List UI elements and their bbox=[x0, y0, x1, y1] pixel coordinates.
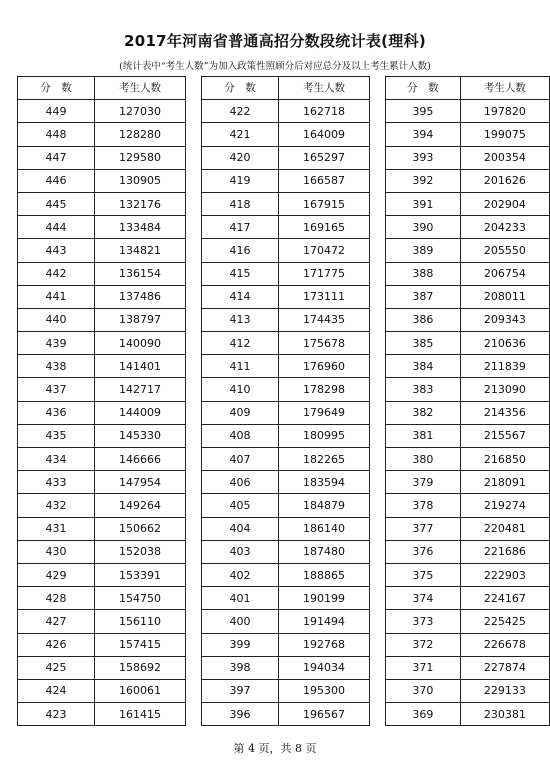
table-row bbox=[386, 587, 550, 610]
table-row bbox=[18, 239, 186, 262]
table-row bbox=[202, 633, 370, 656]
count-cell: 171775 bbox=[279, 262, 370, 285]
count-cell: 229133 bbox=[460, 679, 549, 702]
count-cell: 138797 bbox=[95, 308, 186, 331]
count-cell: 211839 bbox=[460, 355, 549, 378]
table-row bbox=[386, 679, 550, 702]
score-cell: 445 bbox=[18, 192, 95, 215]
score-cell: 441 bbox=[18, 285, 95, 308]
score-cell: 386 bbox=[386, 308, 461, 331]
count-cell: 197820 bbox=[460, 100, 549, 123]
count-cell: 184879 bbox=[279, 494, 370, 517]
score-cell: 427 bbox=[18, 610, 95, 633]
page-title: 2017年河南省普通高招分数段统计表(理科) bbox=[123, 32, 427, 50]
count-cell: 214356 bbox=[460, 401, 549, 424]
table-row bbox=[18, 378, 186, 401]
score-table-3 bbox=[385, 76, 550, 726]
count-cell: 186140 bbox=[279, 517, 370, 540]
count-cell: 224167 bbox=[460, 587, 549, 610]
table-row bbox=[386, 123, 550, 146]
count-cell: 144009 bbox=[95, 401, 186, 424]
table-row bbox=[386, 424, 550, 447]
table-note: (统计表中“考生人数”为加入政策性照顾分后对应总分及以上考生累计人数) bbox=[119, 61, 431, 72]
table-row bbox=[18, 332, 186, 355]
table-row bbox=[386, 471, 550, 494]
count-cell: 196567 bbox=[279, 703, 370, 726]
table-row bbox=[18, 563, 186, 586]
score-cell: 384 bbox=[386, 355, 461, 378]
table-header-row bbox=[18, 77, 186, 100]
table-row bbox=[386, 100, 550, 123]
count-cell: 164009 bbox=[279, 123, 370, 146]
table-row bbox=[202, 239, 370, 262]
count-cell: 170472 bbox=[279, 239, 370, 262]
table-row bbox=[386, 703, 550, 726]
score-cell: 392 bbox=[386, 169, 461, 192]
score-cell: 383 bbox=[386, 378, 461, 401]
count-cell: 169165 bbox=[279, 216, 370, 239]
count-cell: 161415 bbox=[95, 703, 186, 726]
count-cell: 213090 bbox=[460, 378, 549, 401]
count-cell: 136154 bbox=[95, 262, 186, 285]
count-cell: 220481 bbox=[460, 517, 549, 540]
count-cell: 205550 bbox=[460, 239, 549, 262]
score-cell: 376 bbox=[386, 540, 461, 563]
table-row bbox=[386, 216, 550, 239]
score-cell: 439 bbox=[18, 332, 95, 355]
score-cell: 442 bbox=[18, 262, 95, 285]
score-cell: 404 bbox=[202, 517, 279, 540]
table-row bbox=[386, 540, 550, 563]
score-cell: 370 bbox=[386, 679, 461, 702]
table-row bbox=[202, 378, 370, 401]
score-cell: 373 bbox=[386, 610, 461, 633]
table-row bbox=[18, 448, 186, 471]
score-cell: 369 bbox=[386, 703, 461, 726]
score-cell: 426 bbox=[18, 633, 95, 656]
score-cell: 420 bbox=[202, 146, 279, 169]
table-row bbox=[386, 610, 550, 633]
count-cell: 187480 bbox=[279, 540, 370, 563]
count-cell: 134821 bbox=[95, 239, 186, 262]
count-cell: 153391 bbox=[95, 563, 186, 586]
page-footer: 第 4 页，共 8 页 bbox=[233, 742, 317, 755]
score-cell: 401 bbox=[202, 587, 279, 610]
score-cell: 436 bbox=[18, 401, 95, 424]
count-header: 考生人数 bbox=[279, 77, 370, 100]
score-cell: 387 bbox=[386, 285, 461, 308]
count-cell: 141401 bbox=[95, 355, 186, 378]
score-cell: 402 bbox=[202, 563, 279, 586]
table-row bbox=[18, 587, 186, 610]
count-cell: 178298 bbox=[279, 378, 370, 401]
table-row bbox=[386, 146, 550, 169]
score-cell: 407 bbox=[202, 448, 279, 471]
count-cell: 129580 bbox=[95, 146, 186, 169]
score-cell: 372 bbox=[386, 633, 461, 656]
table-row bbox=[18, 262, 186, 285]
score-cell: 440 bbox=[18, 308, 95, 331]
table-row bbox=[18, 679, 186, 702]
count-cell: 140090 bbox=[95, 332, 186, 355]
count-cell: 209343 bbox=[460, 308, 549, 331]
score-cell: 378 bbox=[386, 494, 461, 517]
table-row bbox=[386, 633, 550, 656]
table-row bbox=[18, 494, 186, 517]
score-cell: 422 bbox=[202, 100, 279, 123]
score-cell: 444 bbox=[18, 216, 95, 239]
table-row bbox=[18, 633, 186, 656]
count-cell: 216850 bbox=[460, 448, 549, 471]
count-cell: 188865 bbox=[279, 563, 370, 586]
score-cell: 424 bbox=[18, 679, 95, 702]
count-cell: 127030 bbox=[95, 100, 186, 123]
score-cell: 400 bbox=[202, 610, 279, 633]
score-cell: 434 bbox=[18, 448, 95, 471]
score-cell: 408 bbox=[202, 424, 279, 447]
table-row bbox=[18, 703, 186, 726]
table-row bbox=[202, 540, 370, 563]
table-row bbox=[18, 610, 186, 633]
score-cell: 394 bbox=[386, 123, 461, 146]
score-cell: 446 bbox=[18, 169, 95, 192]
count-cell: 145330 bbox=[95, 424, 186, 447]
table-row bbox=[386, 656, 550, 679]
table-row bbox=[386, 355, 550, 378]
score-cell: 371 bbox=[386, 656, 461, 679]
score-cell: 390 bbox=[386, 216, 461, 239]
table-row bbox=[18, 192, 186, 215]
table-row bbox=[386, 285, 550, 308]
table-row bbox=[18, 540, 186, 563]
table-row bbox=[18, 123, 186, 146]
table-header-row bbox=[202, 77, 370, 100]
count-cell: 173111 bbox=[279, 285, 370, 308]
score-cell: 432 bbox=[18, 494, 95, 517]
score-cell: 448 bbox=[18, 123, 95, 146]
count-header: 考生人数 bbox=[460, 77, 549, 100]
table-row bbox=[386, 401, 550, 424]
count-cell: 137486 bbox=[95, 285, 186, 308]
count-cell: 222903 bbox=[460, 563, 549, 586]
count-cell: 218091 bbox=[460, 471, 549, 494]
table-row bbox=[18, 216, 186, 239]
score-cell: 397 bbox=[202, 679, 279, 702]
table-row bbox=[18, 308, 186, 331]
table-row bbox=[202, 216, 370, 239]
count-cell: 154750 bbox=[95, 587, 186, 610]
score-cell: 374 bbox=[386, 587, 461, 610]
score-cell: 414 bbox=[202, 285, 279, 308]
table-row bbox=[18, 146, 186, 169]
score-cell: 405 bbox=[202, 494, 279, 517]
score-header: 分 数 bbox=[202, 77, 279, 100]
score-cell: 410 bbox=[202, 378, 279, 401]
table-row bbox=[18, 517, 186, 540]
score-cell: 435 bbox=[18, 424, 95, 447]
count-cell: 166587 bbox=[279, 169, 370, 192]
score-cell: 398 bbox=[202, 656, 279, 679]
count-cell: 191494 bbox=[279, 610, 370, 633]
count-cell: 147954 bbox=[95, 471, 186, 494]
score-cell: 403 bbox=[202, 540, 279, 563]
score-cell: 389 bbox=[386, 239, 461, 262]
table-row bbox=[386, 332, 550, 355]
table-row bbox=[202, 146, 370, 169]
score-cell: 382 bbox=[386, 401, 461, 424]
count-cell: 210636 bbox=[460, 332, 549, 355]
score-cell: 379 bbox=[386, 471, 461, 494]
count-cell: 156110 bbox=[95, 610, 186, 633]
count-cell: 230381 bbox=[460, 703, 549, 726]
table-row bbox=[202, 100, 370, 123]
score-cell: 449 bbox=[18, 100, 95, 123]
table-row bbox=[386, 308, 550, 331]
score-cell: 375 bbox=[386, 563, 461, 586]
table-row bbox=[18, 471, 186, 494]
table-row bbox=[386, 563, 550, 586]
score-header: 分 数 bbox=[386, 77, 461, 100]
count-cell: 128280 bbox=[95, 123, 186, 146]
table-row bbox=[18, 169, 186, 192]
score-cell: 421 bbox=[202, 123, 279, 146]
count-cell: 221686 bbox=[460, 540, 549, 563]
score-cell: 425 bbox=[18, 656, 95, 679]
table-row bbox=[202, 656, 370, 679]
count-cell: 219274 bbox=[460, 494, 549, 517]
table-row bbox=[202, 308, 370, 331]
score-cell: 381 bbox=[386, 424, 461, 447]
table-row bbox=[386, 262, 550, 285]
score-cell: 443 bbox=[18, 239, 95, 262]
table-row bbox=[202, 517, 370, 540]
table-row bbox=[202, 471, 370, 494]
count-cell: 160061 bbox=[95, 679, 186, 702]
count-cell: 175678 bbox=[279, 332, 370, 355]
count-cell: 199075 bbox=[460, 123, 549, 146]
count-cell: 204233 bbox=[460, 216, 549, 239]
table-row bbox=[202, 610, 370, 633]
count-cell: 206754 bbox=[460, 262, 549, 285]
score-cell: 423 bbox=[18, 703, 95, 726]
table-row bbox=[18, 656, 186, 679]
count-cell: 165297 bbox=[279, 146, 370, 169]
count-cell: 142717 bbox=[95, 378, 186, 401]
count-cell: 182265 bbox=[279, 448, 370, 471]
count-cell: 152038 bbox=[95, 540, 186, 563]
table-row bbox=[386, 517, 550, 540]
score-cell: 447 bbox=[18, 146, 95, 169]
score-cell: 385 bbox=[386, 332, 461, 355]
score-cell: 406 bbox=[202, 471, 279, 494]
table-row bbox=[202, 355, 370, 378]
count-cell: 183594 bbox=[279, 471, 370, 494]
count-cell: 201626 bbox=[460, 169, 549, 192]
score-cell: 413 bbox=[202, 308, 279, 331]
score-cell: 395 bbox=[386, 100, 461, 123]
score-cell: 416 bbox=[202, 239, 279, 262]
score-cell: 380 bbox=[386, 448, 461, 471]
table-row bbox=[202, 679, 370, 702]
score-cell: 409 bbox=[202, 401, 279, 424]
score-cell: 428 bbox=[18, 587, 95, 610]
score-cell: 411 bbox=[202, 355, 279, 378]
table-row bbox=[202, 169, 370, 192]
score-cell: 417 bbox=[202, 216, 279, 239]
table-row bbox=[202, 192, 370, 215]
count-cell: 130905 bbox=[95, 169, 186, 192]
score-cell: 438 bbox=[18, 355, 95, 378]
table-header-row bbox=[386, 77, 550, 100]
count-cell: 149264 bbox=[95, 494, 186, 517]
count-header: 考生人数 bbox=[95, 77, 186, 100]
count-cell: 132176 bbox=[95, 192, 186, 215]
count-cell: 157415 bbox=[95, 633, 186, 656]
table-row bbox=[18, 285, 186, 308]
score-cell: 393 bbox=[386, 146, 461, 169]
score-cell: 431 bbox=[18, 517, 95, 540]
table-row bbox=[202, 262, 370, 285]
count-cell: 194034 bbox=[279, 656, 370, 679]
score-cell: 377 bbox=[386, 517, 461, 540]
score-cell: 437 bbox=[18, 378, 95, 401]
count-cell: 146666 bbox=[95, 448, 186, 471]
count-cell: 162718 bbox=[279, 100, 370, 123]
count-cell: 226678 bbox=[460, 633, 549, 656]
score-cell: 391 bbox=[386, 192, 461, 215]
score-cell: 429 bbox=[18, 563, 95, 586]
table-row bbox=[202, 401, 370, 424]
score-cell: 388 bbox=[386, 262, 461, 285]
count-cell: 174435 bbox=[279, 308, 370, 331]
count-cell: 190199 bbox=[279, 587, 370, 610]
count-cell: 200354 bbox=[460, 146, 549, 169]
table-row bbox=[386, 169, 550, 192]
score-cell: 419 bbox=[202, 169, 279, 192]
table-row bbox=[386, 192, 550, 215]
count-cell: 180995 bbox=[279, 424, 370, 447]
count-cell: 176960 bbox=[279, 355, 370, 378]
table-row bbox=[202, 448, 370, 471]
table-row bbox=[202, 587, 370, 610]
score-cell: 396 bbox=[202, 703, 279, 726]
table-row bbox=[202, 332, 370, 355]
score-table-1 bbox=[17, 76, 186, 726]
count-cell: 202904 bbox=[460, 192, 549, 215]
count-cell: 215567 bbox=[460, 424, 549, 447]
score-header: 分 数 bbox=[18, 77, 95, 100]
table-row bbox=[386, 448, 550, 471]
table-row bbox=[18, 401, 186, 424]
table-row bbox=[386, 494, 550, 517]
count-cell: 227874 bbox=[460, 656, 549, 679]
count-cell: 225425 bbox=[460, 610, 549, 633]
table-row bbox=[202, 494, 370, 517]
score-cell: 418 bbox=[202, 192, 279, 215]
score-cell: 415 bbox=[202, 262, 279, 285]
table-row bbox=[202, 123, 370, 146]
table-row bbox=[18, 100, 186, 123]
count-cell: 133484 bbox=[95, 216, 186, 239]
table-row bbox=[18, 424, 186, 447]
table-row bbox=[202, 285, 370, 308]
table-row bbox=[18, 355, 186, 378]
table-row bbox=[202, 424, 370, 447]
count-cell: 195300 bbox=[279, 679, 370, 702]
score-cell: 399 bbox=[202, 633, 279, 656]
count-cell: 179649 bbox=[279, 401, 370, 424]
count-cell: 192768 bbox=[279, 633, 370, 656]
score-table-2 bbox=[201, 76, 370, 726]
table-row bbox=[386, 239, 550, 262]
score-cell: 433 bbox=[18, 471, 95, 494]
table-row bbox=[202, 703, 370, 726]
table-row bbox=[386, 378, 550, 401]
table-row bbox=[202, 563, 370, 586]
score-cell: 430 bbox=[18, 540, 95, 563]
score-cell: 412 bbox=[202, 332, 279, 355]
count-cell: 167915 bbox=[279, 192, 370, 215]
count-cell: 208011 bbox=[460, 285, 549, 308]
count-cell: 150662 bbox=[95, 517, 186, 540]
count-cell: 158692 bbox=[95, 656, 186, 679]
